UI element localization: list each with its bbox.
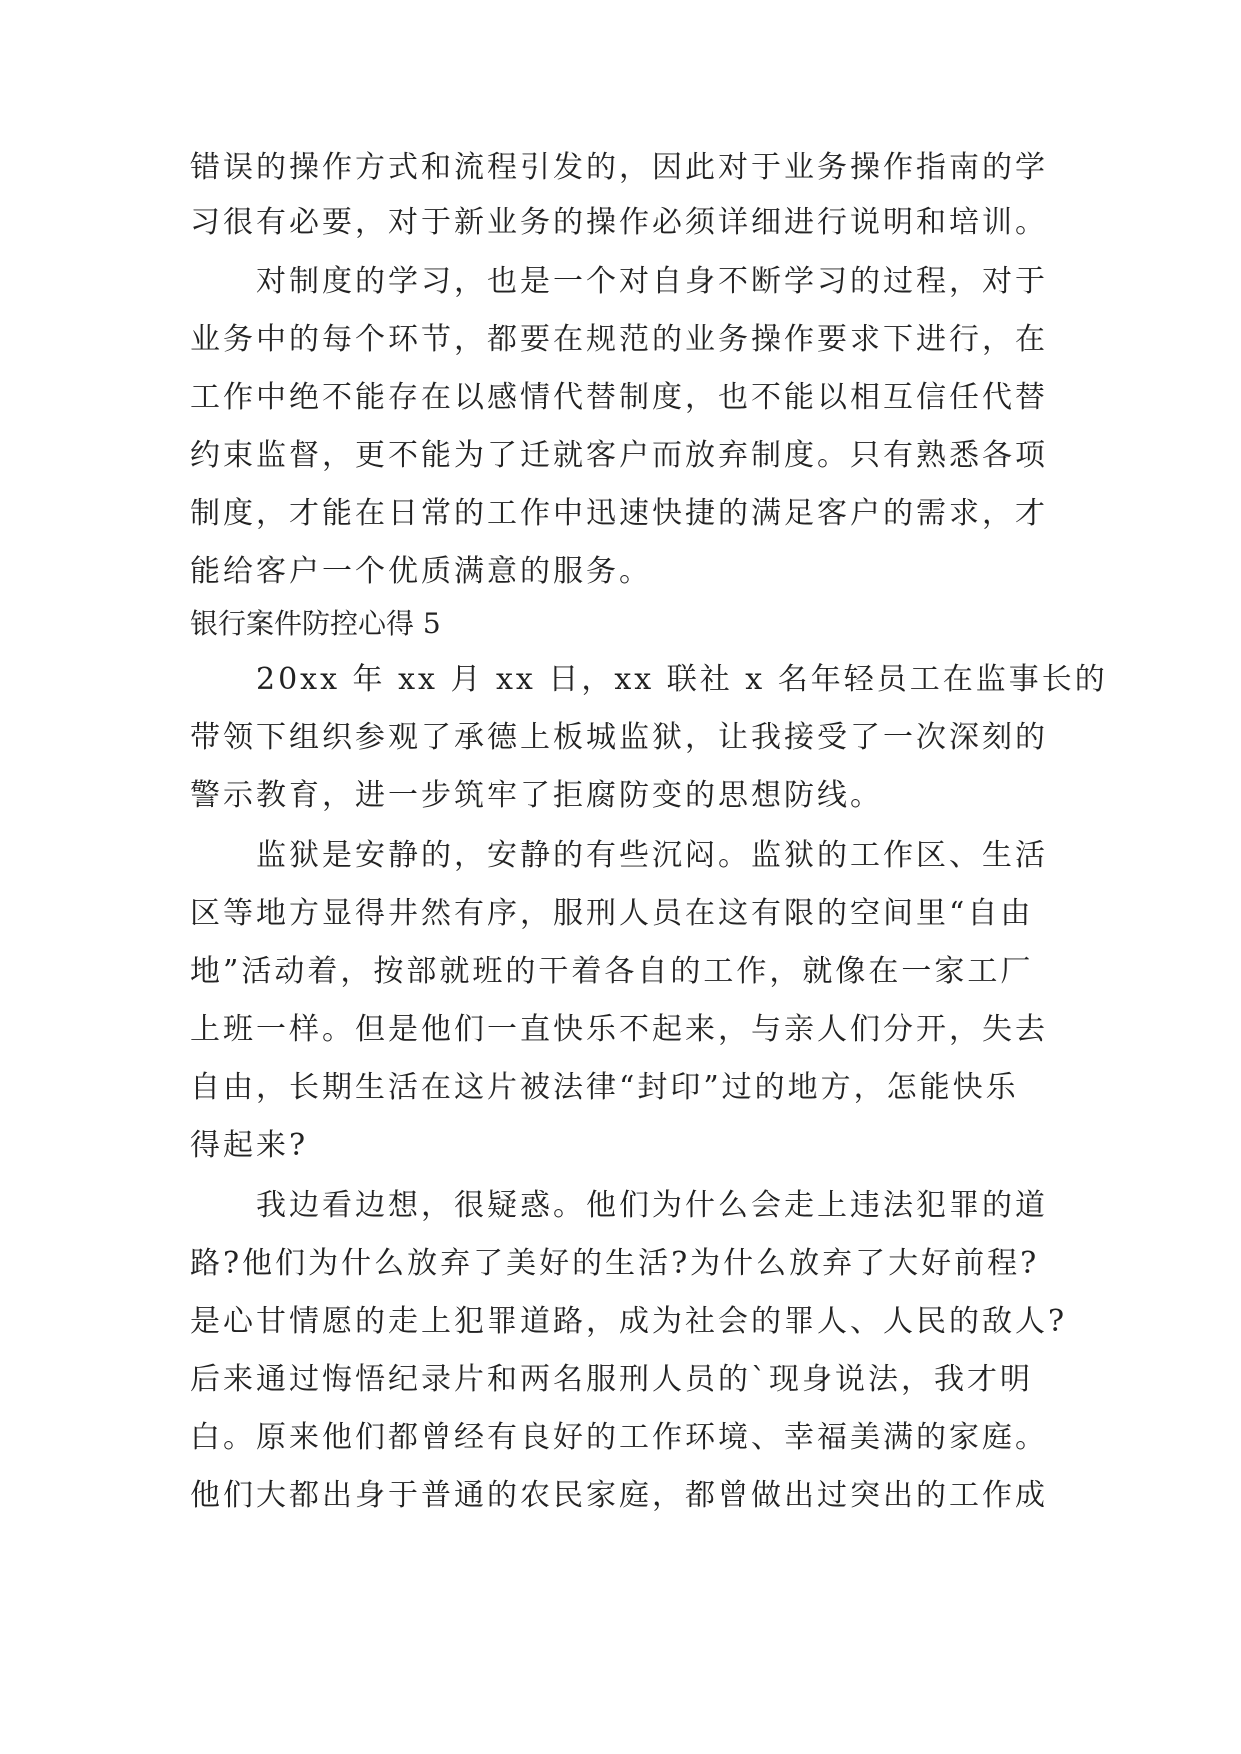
text-line: 约束监督，更不能为了迁就客户而放弃制度。只有熟悉各项 [190,438,1048,473]
text-line: 上班一样。但是他们一直快乐不起来，与亲人们分开，失去 [190,1012,1048,1047]
text-line: 区等地方显得井然有序，服刑人员在这有限的空间里“自由 [190,896,1034,931]
text-line: 制度，才能在日常的工作中迅速快捷的满足客户的需求，才 [190,496,1048,531]
section-heading: 银行案件防控心得 5 [190,607,441,640]
text-line: 对制度的学习，也是一个对自身不断学习的过程，对于 [256,264,1048,299]
text-line: 他们大都出身于普通的农民家庭，都曾做出过突出的工作成 [190,1478,1048,1513]
text-line: 后来通过悔悟纪录片和两名服刑人员的`现身说法，我才明 [190,1362,1033,1397]
text-line: 自由，长期生活在这片被法律“封印”过的地方，怎能快乐 [190,1070,1019,1105]
text-line: 路?他们为什么放弃了美好的生活?为什么放弃了大好前程? [190,1246,1040,1281]
text-line: 业务中的每个环节，都要在规范的业务操作要求下进行，在 [190,322,1048,357]
text-line: 带领下组织参观了承德上板城监狱，让我接受了一次深刻的 [190,720,1048,755]
text-line: 工作中绝不能存在以感情代替制度，也不能以相互信任代替 [190,380,1048,415]
text-line: 20xx 年 xx 月 xx 日，xx 联社 x 名年轻员工在监事长的 [256,662,1108,697]
text-line: 监狱是安静的，安静的有些沉闷。监狱的工作区、生活 [256,838,1048,873]
text-line: 能给客户一个优质满意的服务。 [190,554,652,589]
text-line: 错误的操作方式和流程引发的，因此对于业务操作指南的学 [190,150,1048,185]
text-line: 地”活动着，按部就班的干着各自的工作，就像在一家工厂 [190,954,1034,989]
text-line: 习很有必要，对于新业务的操作必须详细进行说明和培训。 [190,205,1048,240]
text-line: 我边看边想，很疑惑。他们为什么会走上违法犯罪的道 [256,1188,1048,1223]
text-line: 是心甘情愿的走上犯罪道路，成为社会的罪人、人民的敌人? [190,1304,1068,1339]
text-line: 警示教育，进一步筑牢了拒腐防变的思想防线。 [190,778,883,813]
text-line: 白。原来他们都曾经有良好的工作环境、幸福美满的家庭。 [190,1420,1048,1455]
text-line: 得起来? [190,1128,309,1163]
